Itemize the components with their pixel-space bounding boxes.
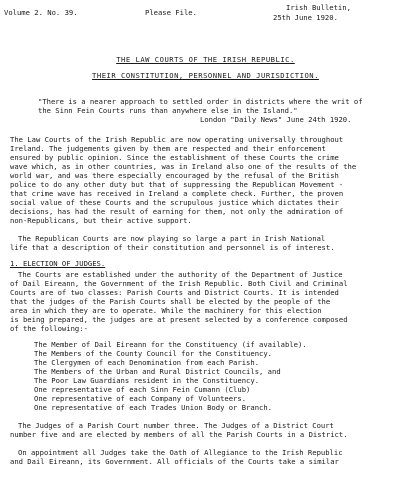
- paragraph-line: area in which they are to operate. While the machinery for this election: [10, 306, 322, 315]
- paragraph-line: The Courts are established under the authority of the Department of Justice: [18, 270, 343, 279]
- list-item: The Members of the Urban and Rural District Councils, and: [34, 367, 281, 376]
- paragraph-line: and Dail Eireann, its Government. All officials of the Courts take a similar: [10, 457, 339, 466]
- paragraph-line: Courts are of two classes: Parish Courts and District Courts. It is intended: [10, 288, 339, 297]
- list-item: The Member of Dail Eireann for the Constituency (if available).: [34, 340, 307, 349]
- quote-line: the Sinn Fein Courts runs than anywhere else in the Island.": [38, 106, 298, 115]
- publication-date: 25th June 1920.: [273, 13, 338, 22]
- paragraph-line: life that a description of their constitution and personnel is of interest.: [10, 243, 335, 252]
- paragraph-line: On appointment all Judges take the Oath of Allegiance to the Irish Republic: [18, 448, 343, 457]
- paragraph-line: world war, and was there especially encouraged by the refusal of the British: [10, 171, 339, 180]
- paragraph-line: is being prepared, the judges are at present selected by a conference composed: [10, 315, 348, 324]
- list-item: The Members of the County Council for the Constituency.: [34, 349, 272, 358]
- paragraph-line: wave which, as in other countries, was in Ireland also one of the results of the: [10, 162, 357, 171]
- quote-source: London "Daily News" June 24th 1920.: [200, 115, 352, 124]
- list-item: One representative of each Trades Union Body or Branch.: [34, 403, 272, 412]
- paragraph-line: of the following:-: [10, 324, 88, 333]
- file-note: Please File.: [145, 8, 197, 17]
- paragraph-line: The Republican Courts are now playing so large a part in Irish National: [18, 234, 326, 243]
- paragraph-line: ensured by public opinion. Since the establishment of these Courts the crime: [10, 153, 339, 162]
- paragraph-line: number five and are elected by members of all the Parish Courts in a District.: [10, 430, 348, 439]
- volume-number: Volume 2. No. 39.: [4, 8, 78, 17]
- main-title: THE LAW COURTS OF THE IRISH REPUBLIC.: [116, 55, 295, 64]
- paragraph-line: social value of these Courts and the scrupulous justice which dictates their: [10, 198, 339, 207]
- list-item: The Clergymen of each Denomination from each Parish.: [34, 358, 260, 367]
- quote-line: "There is a nearer approach to settled order in districts where the writ of: [38, 97, 363, 106]
- list-item: The Poor Law Guardians resident in the Constituency.: [34, 376, 260, 385]
- paragraph-line: decisions, has had the result of earning for them, not only the admiration of: [10, 207, 344, 216]
- list-item: One representative of each Sinn Fein Cumann (Club): [34, 385, 251, 394]
- list-item: One representative of each Company of Volunteers.: [34, 394, 247, 403]
- paragraph-line: The Law Courts of the Irish Republic are now operating universally throughout: [10, 135, 344, 144]
- section-heading: 1. ELECTION OF JUDGES.: [10, 259, 106, 268]
- paragraph-line: The Judges of a Parish Court number three. The Judges of a District Court: [18, 421, 334, 430]
- publication-name: Irish Bulletin,: [286, 3, 351, 12]
- paragraph-line: of Dail Eireann, the Government of the Irish Republic. Both Civil and Criminal: [10, 279, 348, 288]
- paragraph-line: that crime wave has received in Ireland a complete check. Further, the proven: [10, 189, 344, 198]
- sub-title: THEIR CONSTITUTION, PERSONNEL AND JURISDICTION.: [92, 71, 319, 80]
- paragraph-line: police to do any other duty but that of suppressing the Republican Movement -: [10, 180, 344, 189]
- paragraph-line: Ireland. The judgements given by them are respected and their enforcement: [10, 144, 326, 153]
- paragraph-line: non-Republicans, but their active support.: [10, 216, 192, 225]
- paragraph-line: that the judges of the Parish Courts shall be elected by the people of the: [10, 297, 331, 306]
